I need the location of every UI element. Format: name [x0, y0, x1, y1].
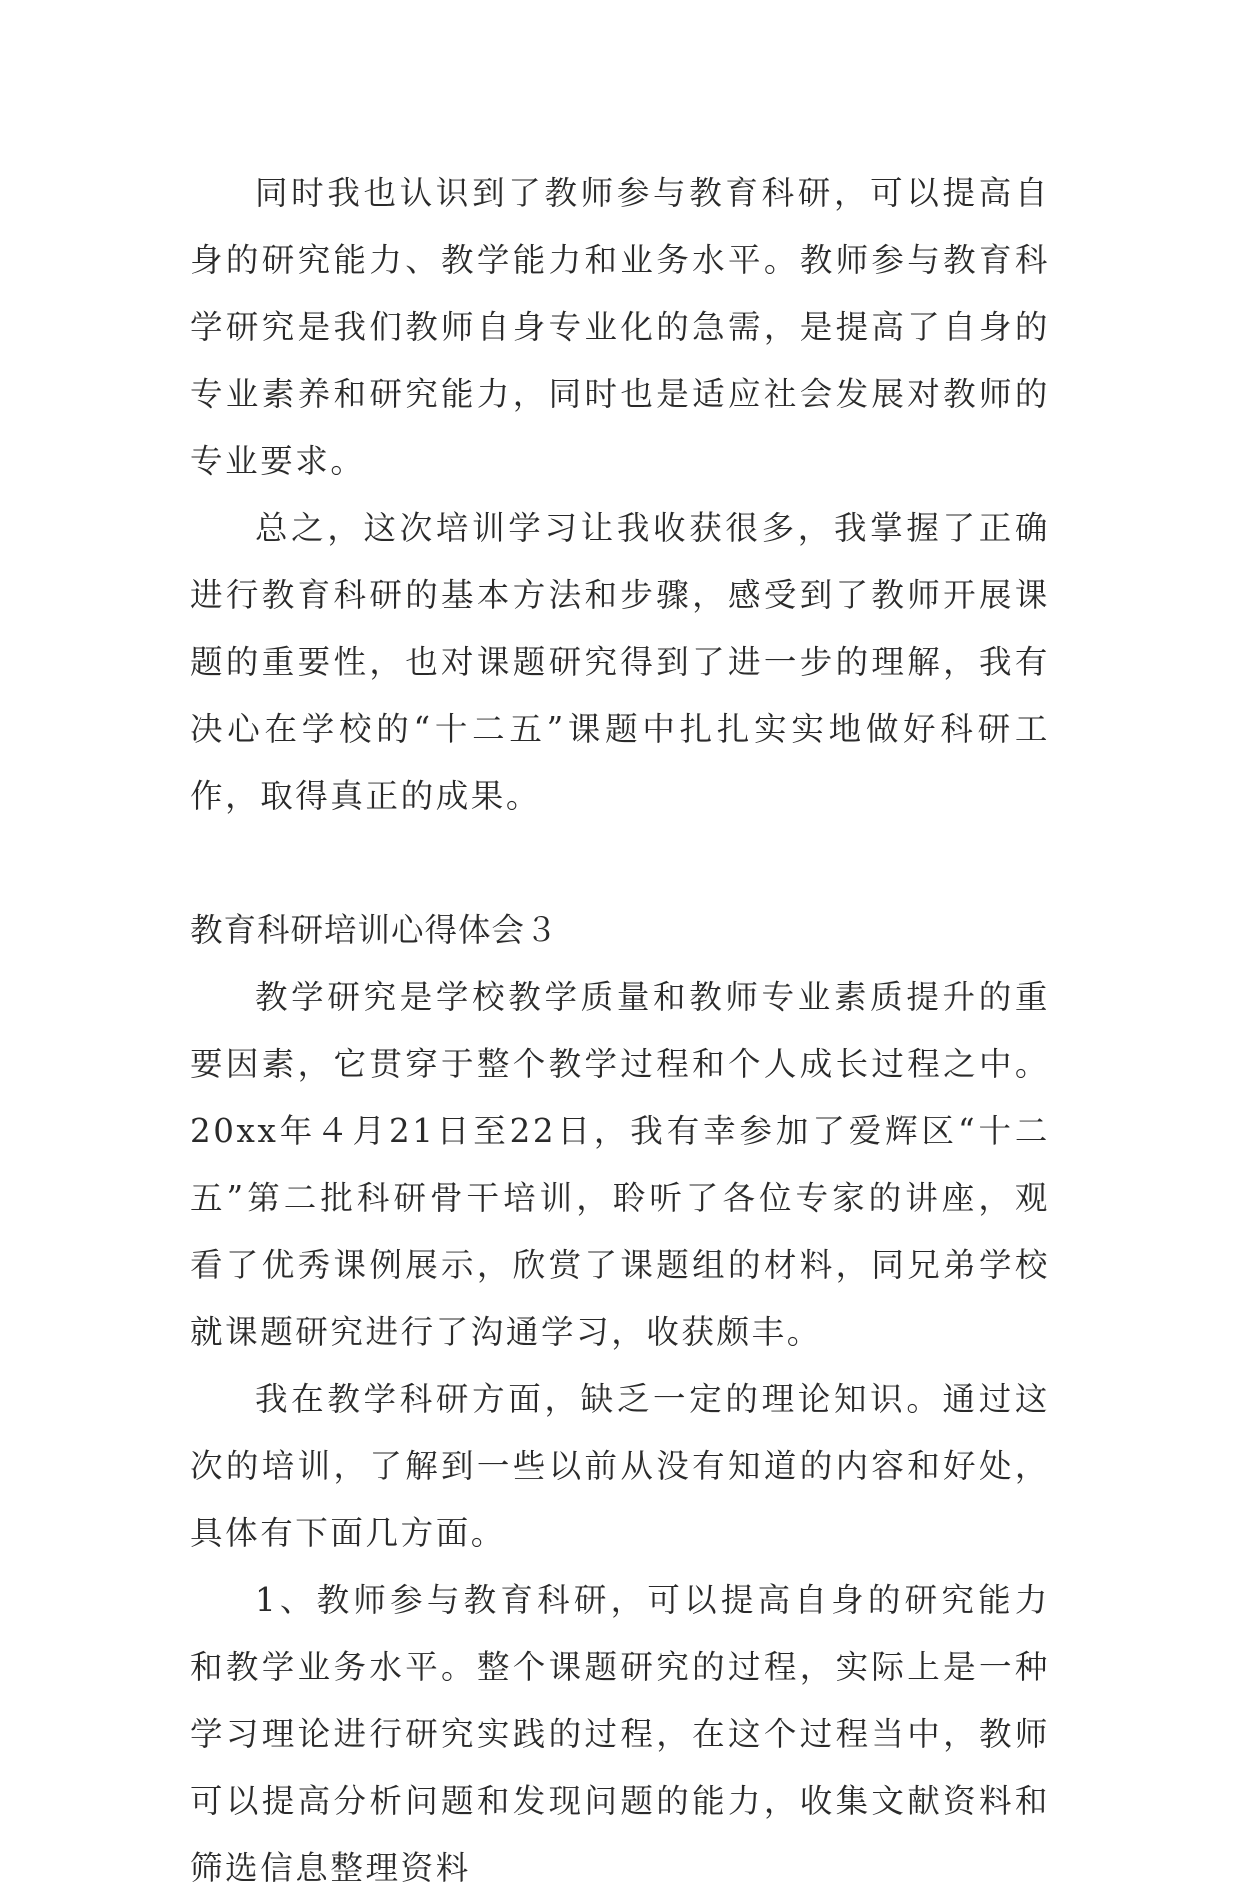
document-body: [190, 160, 1050, 1902]
paragraph-training-intro: 教学研究是学校教学质量和教师专业素质提升的重要因素，它贯穿于整个教学过程和个人成长过程之中。20xx年４月21日至22日，我有幸参加了爱辉区“十二五”第二批科研骨干培训，聆听了各位专家的讲座，观看了优秀课例展示，欣赏了课题组的材料，同兄弟学校就课题研究进行了沟通学习，收获颇丰。: [190, 978, 1050, 1351]
section-heading: 教育科研培训心得体会３: [190, 911, 559, 949]
paragraph-theory-lack: 我在教学科研方面，缺乏一定的理论知识。通过这次的培训，了解到一些以前从没有知道的内容和好处，具体有下面几方面。: [190, 1380, 1050, 1552]
paragraph-point-1: 1、教师参与教育科研，可以提高自身的研究能力和教学业务水平。整个课题研究的过程，实际上是一种学习理论进行研究实践的过程，在这个过程当中，教师可以提高分析问题和发现问题的能力，收集文献资料和筛选信息整理资料: [190, 1581, 1050, 1887]
paragraph-conclusion: 总之，这次培训学习让我收获很多，我掌握了正确进行教育科研的基本方法和步骤，感受到了教师开展课题的重要性，也对课题研究得到了进一步的理解，我有决心在学校的“十二五”课题中扎扎实实地做好科研工作，取得真正的成果。: [190, 509, 1050, 815]
paragraph-teacher-research-ability: 同时我也认识到了教师参与教育科研，可以提高自身的研究能力、教学能力和业务水平。教师参与教育科学研究是我们教师自身专业化的急需，是提高了自身的专业素养和研究能力，同时也是适应社会发展对教师的专业要求。: [190, 174, 1050, 480]
